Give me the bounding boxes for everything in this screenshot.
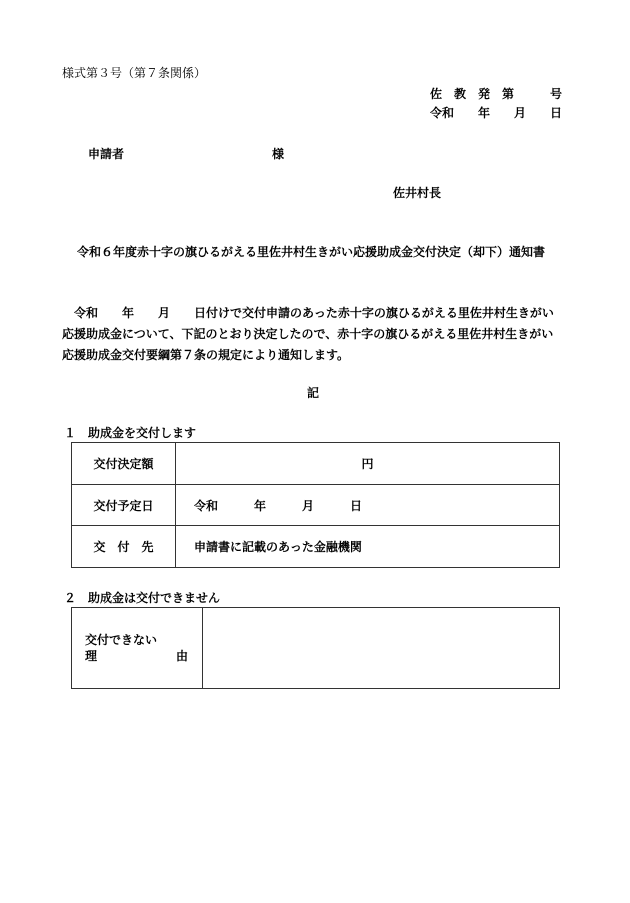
table-row [72, 443, 560, 485]
date-label: 交付予定日 [72, 485, 176, 526]
section2-heading: ２ 助成金は交付できません [64, 591, 221, 605]
date-value: 令和 年 月 日 [176, 485, 560, 526]
reason-label-line1: 交付できない [85, 633, 158, 647]
reason-label-yu: 由 [175, 649, 188, 663]
section1-heading: １ 助成金を交付します [64, 426, 197, 440]
table-row [72, 485, 560, 526]
table-row [72, 608, 560, 689]
issuer: 佐井村長 [393, 186, 442, 200]
reason-label [72, 608, 203, 689]
reason-label-ri: 理 [85, 649, 98, 663]
amount-label: 交付決定額 [72, 443, 176, 485]
reason-value [203, 608, 560, 689]
document-number: 佐 教 発 第 号 [430, 87, 563, 101]
reason-label-line2 [85, 648, 188, 664]
notice-title: 令和６年度赤十字の旗ひるがえる里佐井村生きがい応援助成金交付決定（却下）通知書 [77, 245, 546, 259]
recipient-label: 交 付 先 [72, 526, 176, 568]
recipient-value: 申請書に記載のあった金融機関 [176, 526, 560, 568]
ki-marker: 記 [307, 386, 320, 400]
amount-value: 円 [176, 443, 560, 485]
document-date: 令和 年 月 日 [430, 106, 563, 120]
table-row [72, 526, 560, 568]
grant-table [71, 442, 560, 568]
body-line-1: 令和 年 月 日付けで交付申請のあった赤十字の旗ひるがえる里佐井村生きがい [62, 306, 554, 320]
body-line-2: 応援助成金について、下記のとおり決定したので、赤十字の旗ひるがえる里佐井村生きがい [62, 327, 554, 341]
body-line-3: 応援助成金交付要綱第７条の規定により通知します。 [62, 348, 350, 362]
applicant-honorific: 様 [272, 147, 285, 161]
applicant-label: 申請者 [88, 147, 125, 161]
reason-table [71, 607, 560, 689]
form-label: 様式第３号（第７条関係） [62, 66, 207, 80]
